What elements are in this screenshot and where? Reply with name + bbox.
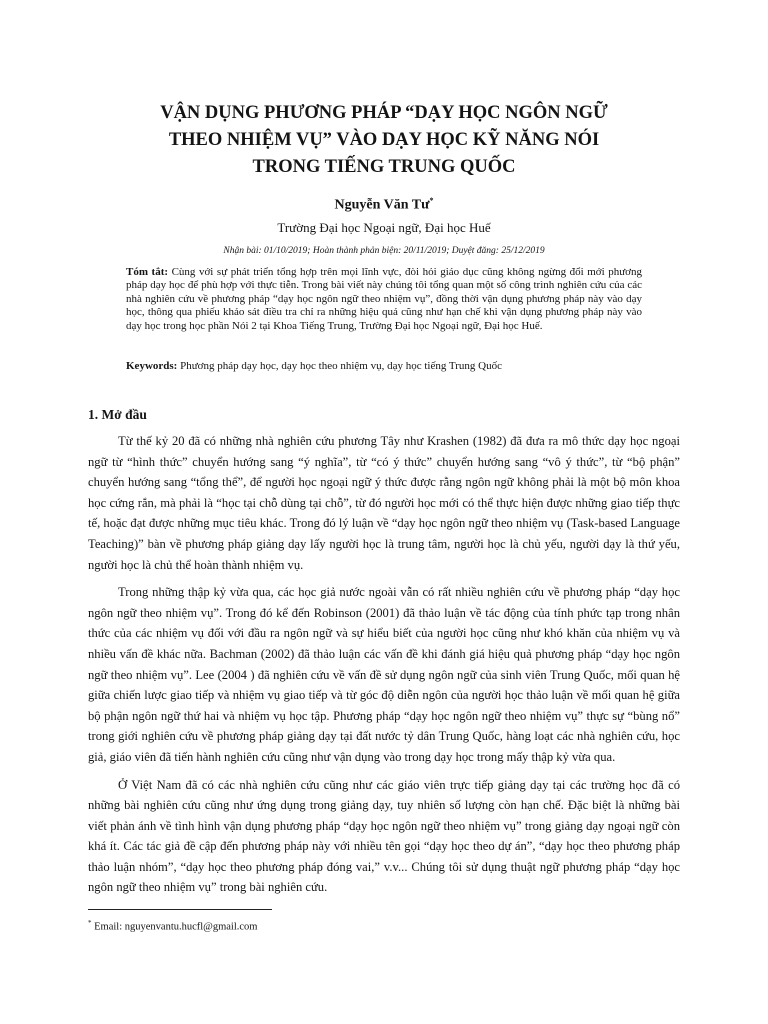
keywords	[126, 360, 642, 373]
keywords-text: Phương pháp dạy học, dạy học theo nhiệm vụ, dạy học tiếng Trung Quốc	[177, 360, 502, 372]
author-affiliation: Trường Đại học Ngoại ngữ, Đại học Huế	[277, 220, 491, 235]
title-line-2: THEO NHIỆM VỤ” VÀO DẠY HỌC KỸ NĂNG NÓI	[168, 130, 600, 150]
submission-dates: Nhận bài: 01/10/2019; Hoàn thành phản biện: 20/11/2019; Duyệt đăng: 25/12/2019	[223, 246, 545, 256]
author-footnote-mark: *	[429, 196, 434, 205]
author-name-text: Nguyễn Văn Tư	[334, 197, 430, 213]
footnote-email[interactable]: Email: nguyenvantu.hucfl@gmail.com	[91, 921, 258, 933]
abstract	[126, 266, 642, 333]
footnote-mark: *	[88, 919, 92, 927]
footnote-divider	[88, 909, 272, 910]
title-line-3: TRONG TIẾNG TRUNG QUỐC	[252, 157, 516, 177]
title-line-1: VẬN DỤNG PHƯƠNG PHÁP “DẠY HỌC NGÔN NGỮ	[160, 103, 608, 123]
paragraph-1: Từ thế kỷ 20 đã có những nhà nghiên cứu phương Tây như Krashen (1982) đã đưa ra mô thức dạy học ngoại ngữ từ “hình thức” chuyển hướng sang “ý nghĩa”, từ “có ý thức” chuyển hướng sang “vô ý thức”, từ “bộ phận” chuyển hướng sang “tổng thể”, để người học ngoại ngữ ý thức được rằng ngôn ngữ không phải là một bộ môn khoa học cứng rắn, mà phải là “học tại chỗ dùng tại chỗ”, từ đó người học mới có thể thực hiện được những giao tiếp thực tế, hoặc đạt được những mục tiêu khác. Trong đó lý luận về “dạy học ngôn ngữ theo nhiệm vụ (Task-based Language Teaching)” bàn về phương pháp giảng dạy lấy người học là trung tâm, người học là chủ yếu, người dạy là thứ yếu, người học là chủ thể hoàn thành nhiệm vụ.	[88, 434, 680, 572]
abstract-label: Tóm tắt:	[126, 266, 169, 278]
section-heading: 1. Mở đầu	[88, 407, 147, 422]
keywords-label: Keywords:	[126, 360, 178, 372]
paragraph-3: Ở Việt Nam đã có các nhà nghiên cứu cũng như các giáo viên trực tiếp giảng dạy tại các trường học đã có những bài nghiên cứu cũng như ứng dụng trong giảng dạy, tuy nhiên số lượng còn hạn chế. Đặc biệt là những bài viết phản ánh về tình hình vận dụng phương pháp “dạy học ngôn ngữ theo nhiệm vụ” trong giảng dạy ngoại ngữ còn khá ít. Các tác giả đề cập đến phương pháp này với nhiều tên gọi “dạy học theo dự án”, “dạy học theo phương pháp thảo luận nhóm”, “dạy học theo phương pháp đóng vai,” v.v... Chúng tôi sử dụng thuật ngữ phương pháp “dạy học ngôn ngữ theo nhiệm vụ” trong bài nghiên cứu.	[88, 777, 680, 895]
paper-title	[110, 100, 658, 181]
footnote	[88, 919, 257, 933]
body-text	[88, 431, 680, 905]
author-name	[0, 196, 768, 214]
abstract-text: Cùng với sự phát triển tổng hợp trên mọi lĩnh vực, đòi hỏi giáo dục cũng không ngừng đổi mới phương pháp dạy học để phù hợp với thực tiễn. Trong bài viết này chúng tôi tổng quan một số công trình nghiên cứu của các nhà nghiên cứu về phương pháp “dạy học ngôn ngữ theo nhiệm vụ”, đồng thời vận dụng phương pháp này vào dạy học, thông qua phiếu khảo sát điều tra chỉ ra những hiệu quả cũng như hạn chế khi vận dụng phương pháp này vào dạy học trong học phần Nói 2 tại Khoa Tiếng Trung, Trường Đại học Ngoại ngữ, Đại học Huế.	[126, 266, 642, 332]
paragraph-2: Trong những thập kỷ vừa qua, các học giả nước ngoài vẫn có rất nhiều nghiên cứu về phương pháp “dạy học ngôn ngữ theo nhiệm vụ”. Trong đó kể đến Robinson (2001) đã thảo luận về tác động của tính phức tạp trong nhân thức của các nhiệm vụ đối với đầu ra ngôn ngữ và sự hiểu biết của người học cũng như khó khăn của nhiệm vụ và nhiều vấn đề khác nữa. Bachman (2002) đã thảo luận các vấn đề khi đánh giá hiệu quả phương pháp “dạy học ngôn ngữ theo nhiệm vụ”. Lee (2004 ) đã nghiên cứu về vấn đề sử dụng ngôn ngữ của sinh viên Trung Quốc, mối quan hệ giữa chiến lược giao tiếp và nhiệm vụ giao tiếp và từ góc độ diễn ngôn của người học thảo luận về mối quan hệ giữa bộ phận ngôn ngữ thứ hai và nhiệm vụ học tập. Phương pháp “dạy học ngôn ngữ theo nhiệm vụ” thực sự “bùng nổ” trong giới nghiên cứu về phương pháp giảng dạy tại đất nước tỷ dân Trung Quốc, hàng loạt các nhà nghiên cứu, học giả, giáo viên đã tiến hành nghiên cứu cũng như vận dụng vào trong dạy học trong mấy thập kỷ vừa qua.	[88, 585, 680, 764]
